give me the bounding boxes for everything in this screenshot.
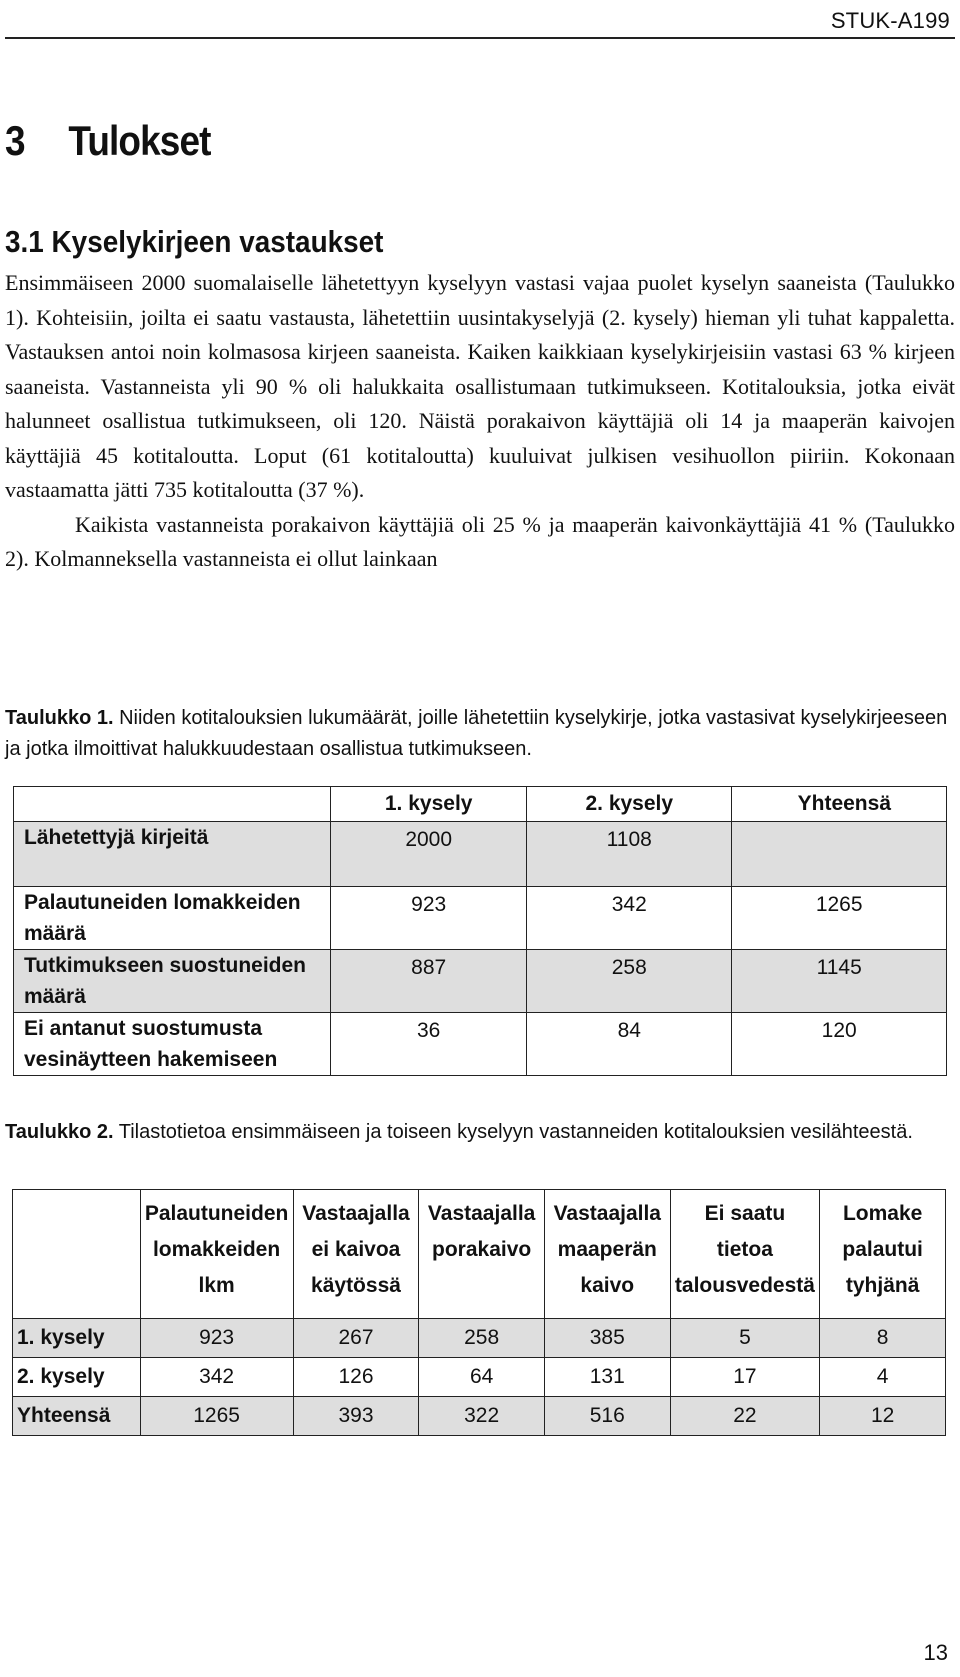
table-cell: 4 <box>820 1358 946 1397</box>
caption-label: Taulukko 2. <box>5 1121 114 1143</box>
table-2 <box>12 1189 946 1436</box>
table-cell: 393 <box>293 1397 419 1436</box>
section-title: 3.1 Kyselykirjeen vastaukset <box>5 224 384 259</box>
table-cell: 64 <box>419 1358 545 1397</box>
column-header: 2. kysely <box>527 787 732 822</box>
table-cell: 17 <box>670 1358 820 1397</box>
caption-label: Taulukko 1. <box>5 707 114 729</box>
column-header <box>13 1190 141 1319</box>
table-cell: 131 <box>544 1358 670 1397</box>
table-cell: 1265 <box>140 1397 293 1436</box>
table-cell: 516 <box>544 1397 670 1436</box>
table-cell: 8 <box>820 1319 946 1358</box>
table-cell: 887 <box>331 950 527 1013</box>
column-header: 1. kysely <box>331 787 527 822</box>
column-header: Palautuneiden lomakkeiden lkm <box>140 1190 293 1319</box>
table-header-row <box>14 787 947 822</box>
table-2-caption <box>5 1117 955 1148</box>
table-cell: 258 <box>527 950 732 1013</box>
column-header: Vastaajalla ei kaivoa käytössä <box>293 1190 419 1319</box>
table-cell: 322 <box>419 1397 545 1436</box>
table-row <box>14 887 947 950</box>
table-row <box>14 822 947 887</box>
table-cell: 22 <box>670 1397 820 1436</box>
row-label: 1. kysely <box>13 1319 141 1358</box>
table-cell: 1265 <box>732 887 947 950</box>
table-cell: 5 <box>670 1319 820 1358</box>
table-cell: 84 <box>527 1013 732 1076</box>
column-header: Vastaajalla maaperän kaivo <box>544 1190 670 1319</box>
table-cell: 267 <box>293 1319 419 1358</box>
table-cell: 258 <box>419 1319 545 1358</box>
table-header-row <box>13 1190 946 1319</box>
column-header <box>14 787 331 822</box>
table-row <box>14 1013 947 1076</box>
column-header: Ei saatu tietoa talousvedestä <box>670 1190 820 1319</box>
row-label: Yhteensä <box>13 1397 141 1436</box>
table-cell: 1145 <box>732 950 947 1013</box>
table-row <box>13 1358 946 1397</box>
table-cell: 342 <box>527 887 732 950</box>
table-row <box>13 1397 946 1436</box>
chapter-title <box>5 117 211 165</box>
table-cell: 1108 <box>527 822 732 887</box>
caption-text: Niiden kotitalouksien lukumäärät, joille lähetettiin kyselykirje, jotka vastasivat kyselykirjeeseen ja jotka ilmoittivat halukkuudestaan osallistua tutkimukseen. <box>5 707 948 760</box>
table-row <box>14 950 947 1013</box>
table-cell: 120 <box>732 1013 947 1076</box>
table-cell: 2000 <box>331 822 527 887</box>
row-label: Tutkimukseen suostuneiden määrä <box>14 950 331 1013</box>
caption-text: Tilastotietoa ensimmäiseen ja toiseen kyselyyn vastanneiden kotitalouksien vesilähteestä. <box>113 1121 913 1143</box>
table-cell: 36 <box>331 1013 527 1076</box>
row-label: Ei antanut suostumusta vesinäytteen hakemiseen <box>14 1013 331 1076</box>
chapter-title-text: Tulokset <box>68 117 211 164</box>
row-label: 2. kysely <box>13 1358 141 1397</box>
paragraph: Kaikista vastanneista porakaivon käyttäjiä oli 25 % ja maaperän kaivonkäyttäjiä 41 % (Taulukko 2). Kolmanneksella vastanneista ei ollut lainkaan <box>5 511 955 571</box>
body-text <box>5 266 955 577</box>
table-row <box>13 1319 946 1358</box>
table-cell: 385 <box>544 1319 670 1358</box>
column-header: Lomake palautui tyhjänä <box>820 1190 946 1319</box>
table-cell: 923 <box>331 887 527 950</box>
table-cell <box>732 822 947 887</box>
page-number: 13 <box>923 1640 948 1665</box>
row-label: Palautuneiden lomakkeiden määrä <box>14 887 331 950</box>
row-label: Lähetettyjä kirjeitä <box>14 822 331 887</box>
chapter-number: 3 <box>5 117 25 164</box>
table-cell: 126 <box>293 1358 419 1397</box>
table-cell: 12 <box>820 1397 946 1436</box>
table-cell: 923 <box>140 1319 293 1358</box>
column-header: Vastaajalla porakaivo <box>419 1190 545 1319</box>
header-rule <box>5 37 955 39</box>
paragraph: Ensimmäiseen 2000 suomalaiselle lähetettyyn kyselyyn vastasi vajaa puolet kyselyn saaneista (Taulukko 1). Kohteisiin, joilta ei saatu vastausta, lähetettiin uusintakyselyjä (2. kysely) hieman yli tuhat kappaletta. Vastauksen antoi noin kolmasosa kirjeen saaneista. Kaiken kaikkiaan kyselykirjeisiin vastasi 63 % kirjeen saaneista. Vastanneista yli 90 % oli halukkaita osallistumaan tutkimukseen. Kotitalouksia, jotka eivät halunneet osallistua tutkimukseen, oli 120. Näistä porakaivon käyttäjiä oli 14 ja maaperän kaivojen käyttäjiä 45 kotitaloutta. Loput (61 kotitaloutta) kuuluivat julkisen vesihuollon piiriin. Kokonaan vastaamatta jätti 735 kotitaloutta (37 %). <box>5 270 955 502</box>
table-cell: 342 <box>140 1358 293 1397</box>
column-header: Yhteensä <box>732 787 947 822</box>
table-1 <box>13 786 947 1076</box>
table-1-caption <box>5 703 955 765</box>
running-head: STUK-A199 <box>830 8 950 33</box>
